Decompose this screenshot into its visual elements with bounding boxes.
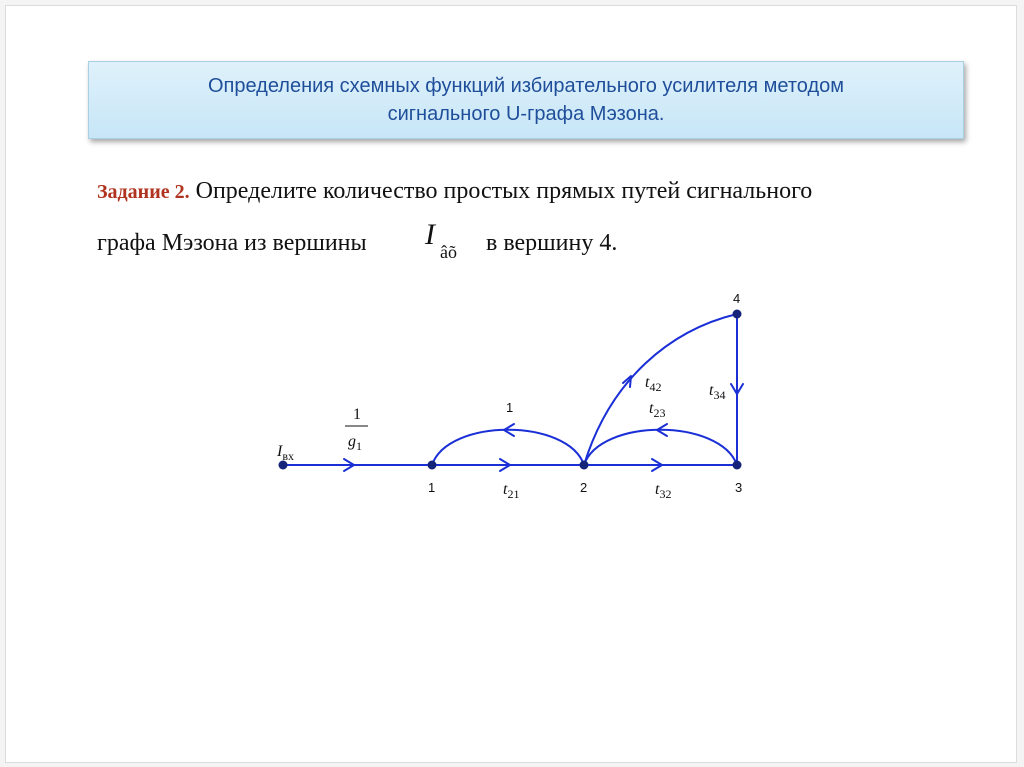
title-line-1: Определения схемных функций избирательного усилителя методом — [207, 75, 845, 97]
t32-sub: 32 — [659, 487, 672, 501]
edge-t23 — [584, 430, 737, 465]
t42-label — [645, 374, 661, 394]
task-line-1-text: Определите количество простых прямых путей сигнального — [195, 178, 813, 204]
source-label — [276, 443, 294, 463]
node-3 — [733, 461, 742, 470]
task-line-2-tail: в вершину 4. — [486, 230, 618, 256]
node-4 — [733, 310, 742, 319]
t23-label — [649, 400, 665, 420]
t42-sub: 42 — [649, 380, 662, 394]
input-symbol-main: I — [425, 218, 435, 251]
t42-main: t — [645, 374, 650, 391]
t23-sub: 23 — [653, 406, 666, 420]
node-2-label: 2 — [580, 480, 588, 495]
t21-label — [503, 481, 519, 501]
loop1-label: 1 — [506, 400, 514, 415]
t34-main: t — [709, 382, 714, 399]
input-fraction-num: 1 — [353, 406, 361, 423]
node-3-label: 3 — [735, 480, 743, 495]
t21-sub: 21 — [507, 487, 520, 501]
input-den-sub: 1 — [356, 439, 362, 453]
input-symbol-sub: âõ — [440, 242, 457, 262]
node-1 — [428, 461, 437, 470]
edge-loop1 — [432, 430, 584, 465]
node-2 — [580, 461, 589, 470]
t32-main: t — [655, 481, 660, 498]
t34-label — [709, 382, 725, 402]
node-4-label: 4 — [733, 291, 741, 306]
node-1-label: 1 — [428, 480, 436, 495]
t34-sub: 34 — [713, 388, 726, 402]
source-label-main: I — [277, 443, 283, 460]
t32-label — [655, 481, 671, 501]
title-line-2: сигнального U-графа Мэзона. — [387, 103, 665, 125]
source-label-sub: вх — [282, 449, 294, 463]
input-fraction-den — [348, 433, 362, 453]
t23-main: t — [649, 400, 654, 417]
t21-main: t — [503, 481, 508, 498]
task-line-2-text: графа Мэзона из вершины — [97, 230, 367, 256]
input-den-main: g — [348, 433, 356, 450]
task-label: Задание 2. — [97, 181, 190, 203]
